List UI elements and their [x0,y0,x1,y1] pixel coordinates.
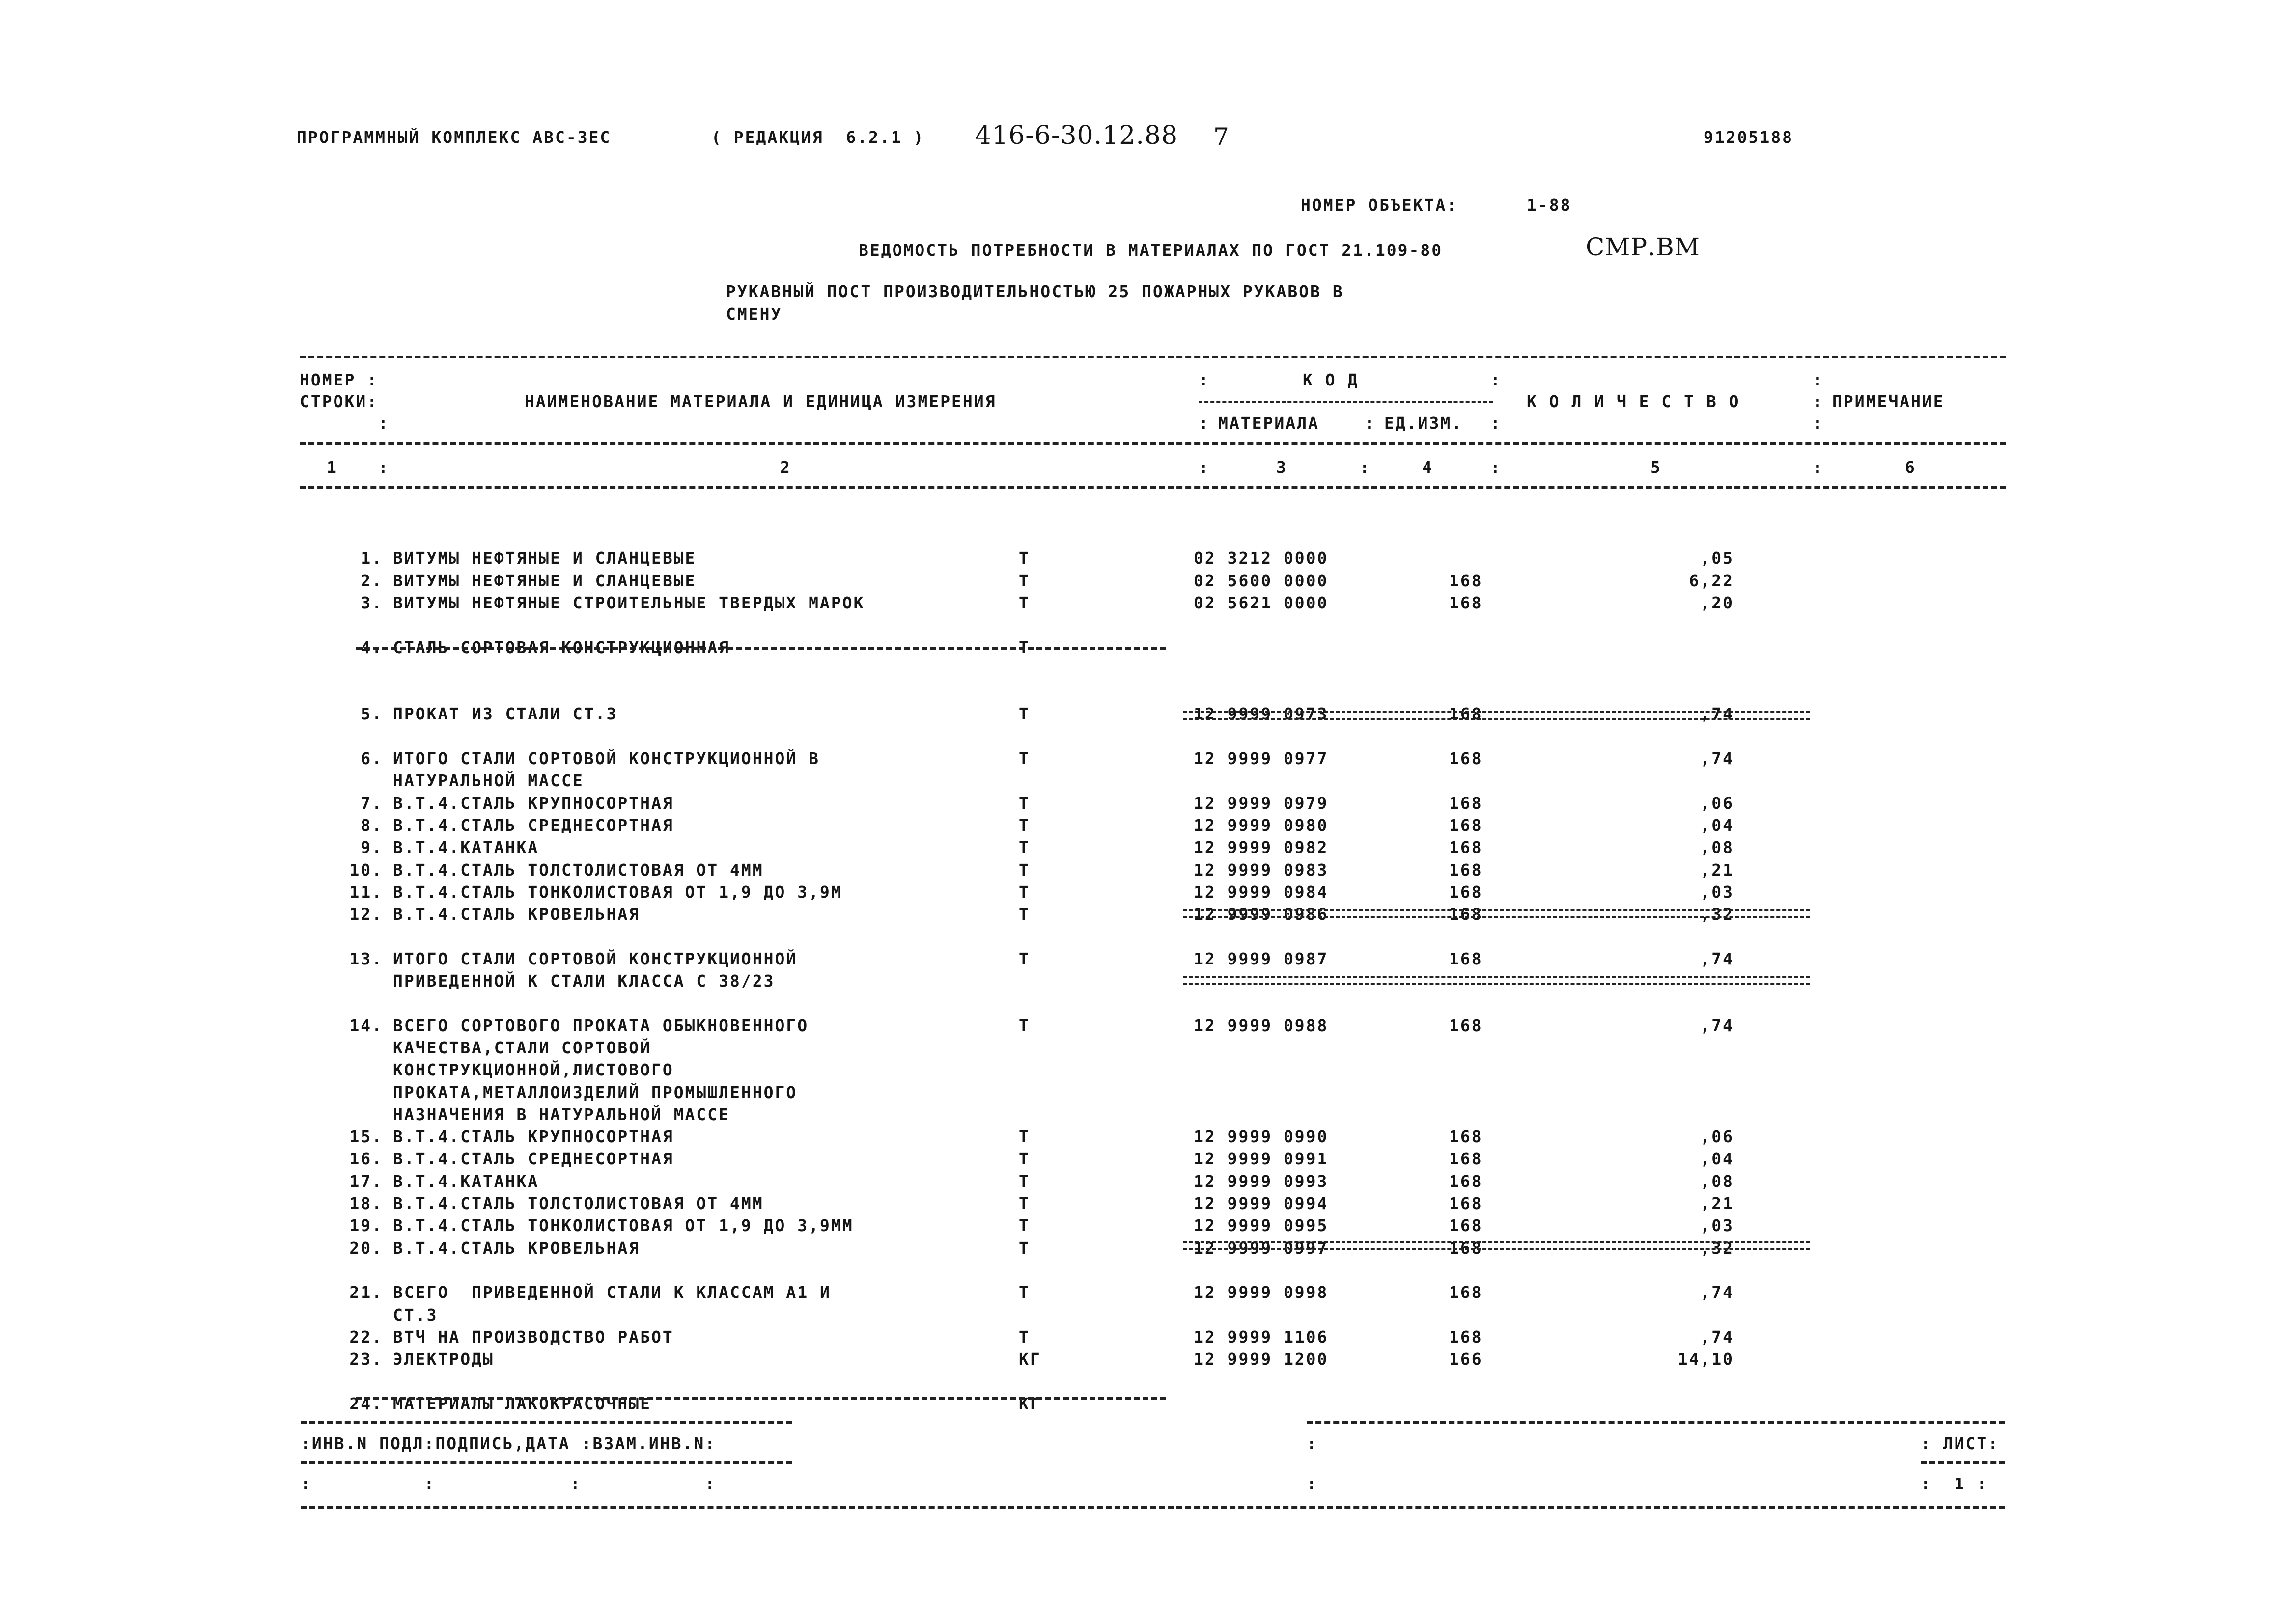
quantity: ,03 [1700,882,1734,902]
quantity: ,74 [1700,704,1734,724]
unit: Т [1019,838,1030,857]
header-code-unit: ЕД.ИЗМ. [1384,413,1463,433]
material-name: НАТУРАЛЬНОЙ МАССЕ [393,771,584,791]
unit: Т [1019,860,1030,880]
quantity: ,74 [1700,1327,1734,1347]
total-rule-1 [1183,711,1810,720]
material-name: КАЧЕСТВА,СТАЛИ СОРТОВОЙ [393,1038,651,1057]
row-number: 11. [349,882,383,902]
unit: Т [1019,905,1030,924]
row-number: 6. [361,749,383,768]
material-code: 12 9999 0983 [1194,860,1329,880]
unit-code: 168 [1449,1283,1483,1302]
unit-code: 168 [1449,815,1483,835]
header-sep-b: : [1490,370,1502,389]
unit: Т [1019,637,1030,657]
header-top-rule [300,356,2006,358]
header-bottom-rule [300,486,2006,489]
col-num-2: 2 [780,458,791,477]
material-name: ВСЕГО ПРИВЕДЕННОЙ СТАЛИ К КЛАССАМ А1 И [393,1283,831,1302]
material-code: 12 9999 0987 [1194,949,1329,968]
row-number: 12. [349,905,383,924]
total-rule-2 [1183,909,1810,918]
quantity: ,21 [1700,860,1734,880]
material-name: НАЗНАЧЕНИЯ В НАТУРАЛЬНОЙ МАССЕ [393,1104,730,1124]
doc-code: 416-6-30.12.88 [975,121,1178,150]
row-number: 9. [361,838,383,857]
unit: Т [1019,1171,1030,1191]
unit-code: 168 [1449,704,1483,724]
unit: Т [1019,1149,1030,1169]
unit-code: 168 [1449,593,1483,612]
header-sep-h: : [1813,413,1824,433]
material-name: ПРОКАТА,МЕТАЛЛОИЗДЕЛИЙ ПРОМЫШЛЕННОГО [393,1082,798,1102]
unit: Т [1019,1327,1030,1347]
material-name: КОНСТРУКЦИОННОЙ,ЛИСТОВОГО [393,1060,674,1080]
footer-left-top-rule [301,1421,792,1424]
footer-left-label: :ИНВ.N ПОДЛ:ПОДПИСЬ,ДАТА :ВЗАМ.ИНВ.N: [301,1434,717,1453]
unit: Т [1019,571,1030,590]
col-num-4: 4 [1422,458,1433,477]
header-sep-g: : [1813,392,1824,411]
unit-code: 168 [1449,1149,1483,1169]
material-name: ВИТУМЫ НЕФТЯНЫЕ И СЛАНЦЕВЫЕ [393,549,697,568]
quantity: ,03 [1700,1216,1734,1236]
row-number: 18. [349,1194,383,1213]
material-name: В.Т.4.СТАЛЬ КРОВЕЛЬНАЯ [393,1238,641,1258]
unit: Т [1019,704,1030,724]
header-code-material: МАТЕРИАЛА [1218,413,1319,433]
material-name: В.Т.4.СТАЛЬ СРЕДНЕСОРТНАЯ [393,815,674,835]
material-code: 12 9999 0995 [1194,1216,1329,1236]
object-number-label: НОМЕР ОБЪЕКТА: [1301,195,1458,215]
row-number: 22. [349,1327,383,1347]
header-sep-f: : [1813,370,1824,389]
material-code: 12 9999 1200 [1194,1349,1329,1369]
material-name: В.Т.4.КАТАНКА [393,1171,539,1191]
unit-code: 168 [1449,949,1483,968]
material-name: В.Т.4.СТАЛЬ ТОНКОЛИСТОВАЯ ОТ 1,9 ДО 3,9ММ [393,1216,854,1236]
col-sep-2: : [1199,458,1210,477]
quantity: ,04 [1700,815,1734,835]
unit-code: 168 [1449,571,1483,590]
material-code: 12 9999 0986 [1194,905,1329,924]
header-row-no-3: : [378,413,390,433]
footer-left-cells: : : : : [301,1474,717,1493]
unit: КГ [1019,1349,1041,1369]
quantity: ,21 [1700,1194,1734,1213]
section-rule-steel [356,647,1166,650]
col-sep-5: : [1813,458,1824,477]
header-sep-d: : [1365,413,1376,433]
unit: Т [1019,593,1030,612]
material-code: 12 9999 0979 [1194,793,1329,813]
doc-number: 91205188 [1704,128,1793,147]
footer-right-sep-2: : [1307,1474,1318,1493]
unit: Т [1019,1127,1030,1147]
quantity: 14,10 [1677,1349,1734,1369]
footer-right-sep-1: : [1307,1434,1318,1453]
row-number: 2. [361,571,383,590]
unit-code: 168 [1449,1327,1483,1347]
footer-sheet-value: : 1 : [1921,1474,1988,1493]
material-name: ИТОГО СТАЛИ СОРТОВОЙ КОНСТРУКЦИОННОЙ [393,949,798,968]
row-number: 19. [349,1216,383,1236]
material-code: 12 9999 0988 [1194,1016,1329,1035]
total-rule-4 [1183,1241,1810,1250]
document-title: ВЕДОМОСТЬ ПОТРЕБНОСТИ В МАТЕРИАЛАХ ПО ГОСТ 21.109-80 [859,241,1443,260]
material-code: 12 9999 0973 [1194,704,1329,724]
unit-code: 168 [1449,1238,1483,1258]
material-name: СТ.3 [393,1305,438,1324]
quantity: ,05 [1700,549,1734,568]
row-number: 16. [349,1149,383,1169]
material-code: 12 9999 0977 [1194,749,1329,768]
unit-code: 168 [1449,749,1483,768]
col-num-3: 3 [1276,458,1287,477]
quantity: ,04 [1700,1149,1734,1169]
header-sep-c: : [1199,413,1210,433]
title-stamp: СМР.ВМ [1586,233,1700,261]
header-name: НАИМЕНОВАНИЕ МАТЕРИАЛА И ЕДИНИЦА ИЗМЕРЕНИЯ [525,392,997,411]
quantity: ,32 [1700,905,1734,924]
material-name: ИТОГО СТАЛИ СОРТОВОЙ КОНСТРУКЦИОННОЙ В [393,749,820,768]
unit: Т [1019,1238,1030,1258]
header-mid-rule [300,442,2006,445]
header-sep-e: : [1490,413,1502,433]
section-rule-paints [356,1397,1166,1400]
col-num-5: 5 [1650,458,1662,477]
row-number: 17. [349,1171,383,1191]
material-name: ЭЛЕКТРОДЫ [393,1349,494,1369]
material-name: В.Т.4.СТАЛЬ ТОЛСТОЛИСТОВАЯ ОТ 4ММ [393,1194,764,1213]
material-code: 02 5621 0000 [1194,593,1329,612]
material-name: ВСЕГО СОРТОВОГО ПРОКАТА ОБЫКНОВЕННОГО [393,1016,809,1035]
row-number: 3. [361,593,383,612]
unit: Т [1019,793,1030,813]
unit-code: 168 [1449,1171,1483,1191]
header-sep-a: : [1199,370,1210,389]
quantity: ,06 [1700,1127,1734,1147]
footer-sheet-rule [1921,1461,2005,1464]
footer-left-mid-rule [301,1461,792,1464]
material-code: 12 9999 0980 [1194,815,1329,835]
subtitle-line-1: РУКАВНЫЙ ПОСТ ПРОИЗВОДИТЕЛЬНОСТЬЮ 25 ПОЖАРНЫХ РУКАВОВ В [726,282,1344,301]
header-quantity: К О Л И Ч Е С Т В О [1527,392,1740,411]
header-note: ПРИМЕЧАНИЕ [1832,392,1945,411]
row-number: 5. [361,704,383,724]
row-number: 1. [361,549,383,568]
unit-code: 168 [1449,1016,1483,1035]
material-name: В.Т.4.СТАЛЬ СРЕДНЕСОРТНАЯ [393,1149,674,1169]
material-name: ВИТУМЫ НЕФТЯНЫЕ СТРОИТЕЛЬНЫЕ ТВЕРДЫХ МАРОК [393,593,865,612]
unit-code: 168 [1449,1127,1483,1147]
unit: КГ [1019,1394,1041,1413]
material-code: 12 9999 0997 [1194,1238,1329,1258]
material-name: В.Т.4.СТАЛЬ КРУПНОСОРТНАЯ [393,1127,674,1147]
quantity: ,74 [1700,1283,1734,1302]
unit-code: 168 [1449,860,1483,880]
total-rule-3 [1183,976,1810,985]
material-code: 12 9999 0994 [1194,1194,1329,1213]
header-code: К О Д [1303,370,1359,389]
page-number: 7 [1213,123,1230,151]
material-name: В.Т.4.СТАЛЬ ТОЛСТОЛИСТОВАЯ ОТ 4ММ [393,860,764,880]
material-name: ПРИВЕДЕННОЙ К СТАЛИ КЛАССА С 38/23 [393,971,775,991]
program-name: ПРОГРАММНЫЙ КОМПЛЕКС АВС-3ЕС [297,128,612,147]
col-num-6: 6 [1905,458,1916,477]
col-sep-3: : [1360,458,1371,477]
quantity: ,06 [1700,793,1734,813]
row-number: 10. [349,860,383,880]
unit-code: 168 [1449,905,1483,924]
unit: Т [1019,1016,1030,1035]
unit: Т [1019,549,1030,568]
unit-code: 168 [1449,1216,1483,1236]
quantity: 6,22 [1689,571,1734,590]
unit: Т [1019,1216,1030,1236]
material-name: СТАЛЬ СОРТОВАЯ КОНСТРУКЦИОННАЯ [393,637,730,657]
material-name: ПРОКАТ ИЗ СТАЛИ СТ.3 [393,704,618,724]
unit-code: 166 [1449,1349,1483,1369]
row-number: 20. [349,1238,383,1258]
unit: Т [1019,949,1030,968]
material-code: 12 9999 0990 [1194,1127,1329,1147]
unit-code: 168 [1449,1194,1483,1213]
row-number: 23. [349,1349,383,1369]
unit: Т [1019,749,1030,768]
unit: Т [1019,815,1030,835]
material-name: ВИТУМЫ НЕФТЯНЫЕ И СЛАНЦЕВЫЕ [393,571,697,590]
quantity: ,32 [1700,1238,1734,1258]
material-code: 02 3212 0000 [1194,549,1329,568]
header-code-rule [1199,401,1493,403]
unit: Т [1019,1283,1030,1302]
row-number: 4. [361,637,383,657]
material-name: МАТЕРИАЛЫ ЛАКОКРАСОЧНЫЕ [393,1394,651,1413]
material-code: 12 9999 0991 [1194,1149,1329,1169]
material-code: 12 9999 0998 [1194,1283,1329,1302]
header-row-no-1: НОМЕР : [300,370,379,389]
col-sep-4: : [1490,458,1502,477]
unit-code: 168 [1449,838,1483,857]
row-number: 15. [349,1127,383,1147]
edition-label: ( РЕДАКЦИЯ 6.2.1 ) [711,128,925,147]
footer-bottom-rule [301,1506,2005,1509]
row-number: 7. [361,793,383,813]
quantity: ,20 [1700,593,1734,612]
material-code: 12 9999 0993 [1194,1171,1329,1191]
row-number: 24. [349,1394,383,1413]
row-number: 14. [349,1016,383,1035]
row-number: 8. [361,815,383,835]
quantity: ,08 [1700,1171,1734,1191]
unit: Т [1019,882,1030,902]
object-number-value: 1-88 [1527,195,1572,215]
material-name: ВТЧ НА ПРОИЗВОДСТВО РАБОТ [393,1327,674,1347]
quantity: ,74 [1700,1016,1734,1035]
material-code: 12 9999 1106 [1194,1327,1329,1347]
material-name: В.Т.4.СТАЛЬ КРУПНОСОРТНАЯ [393,793,674,813]
material-name: В.Т.4.СТАЛЬ КРОВЕЛЬНАЯ [393,905,641,924]
quantity: ,74 [1700,749,1734,768]
row-number: 13. [349,949,383,968]
material-code: 12 9999 0984 [1194,882,1329,902]
quantity: ,74 [1700,949,1734,968]
col-num-1: 1 [327,458,338,477]
subtitle-line-2: СМЕНУ [726,304,783,324]
footer-right-top-rule [1307,1421,2005,1424]
unit: Т [1019,1194,1030,1213]
col-sep-1: : [378,458,390,477]
unit-code: 168 [1449,793,1483,813]
row-number: 21. [349,1283,383,1302]
footer-sheet-label: : ЛИСТ: [1921,1434,2000,1453]
quantity: ,08 [1700,838,1734,857]
unit-code: 168 [1449,882,1483,902]
material-name: В.Т.4.СТАЛЬ ТОНКОЛИСТОВАЯ ОТ 1,9 ДО 3,9М [393,882,842,902]
material-code: 02 5600 0000 [1194,571,1329,590]
material-code: 12 9999 0982 [1194,838,1329,857]
header-row-no-2: СТРОКИ: [300,392,379,411]
material-name: В.Т.4.КАТАНКА [393,838,539,857]
